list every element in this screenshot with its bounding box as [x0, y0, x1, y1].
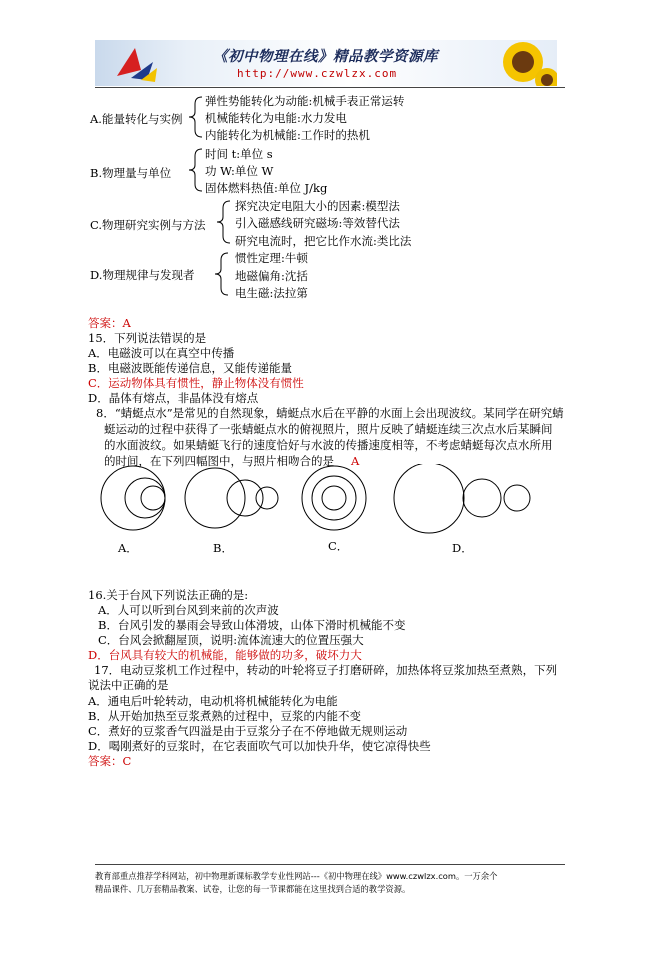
q17-option: D．喝刚煮好的豆浆时，在它表面吹气可以加快升华，使它凉得快些 — [88, 739, 431, 753]
group-a-item: 弹性势能转化为动能:机械手表正常运转 — [205, 94, 405, 108]
footer-divider — [95, 864, 565, 865]
q17-line: 说法中正确的是 — [88, 678, 169, 692]
q8-line: 的水面波纹。如果蜻蜓飞行的速度恰好与水波的传播速度相等，不考虑蜻蜓每次点水所用 — [104, 438, 553, 452]
q8-option-d-label: D． — [452, 541, 473, 555]
q16-stem: 16.关于台风下列说法正确的是: — [88, 588, 249, 602]
q8-line: 的时间，在下列四幅图中，与照片相吻合的是 — [104, 454, 334, 468]
option-a-circles — [101, 466, 165, 530]
q8-answer: A — [351, 454, 360, 468]
q17-option: B．从开始加热至豆浆煮熟的过程中，豆浆的内能不变 — [88, 709, 361, 723]
q17-line: 17．电动豆浆机工作过程中，转动的叶轮将豆子打磨研碎，加热体将豆浆加热至煮熟，下列 — [94, 663, 558, 677]
group-b-bracket — [186, 146, 206, 194]
q8-option-b-label: B． — [213, 541, 233, 555]
logo-red-shape — [117, 48, 141, 76]
group-d-item: 惯性定理:牛顿 — [235, 251, 308, 265]
group-a-label: A.能量转化与实例 — [90, 112, 183, 126]
q15-option-answer: C．运动物体具有惯性，静止物体没有惯性 — [88, 376, 304, 390]
group-b-label: B.物理量与单位 — [90, 166, 172, 180]
footer-line: 精品课件、几万套精品教案、试卷，让您的每一节课都能在这里找到合适的教学资源。 — [95, 884, 411, 894]
group-d-item: 电生磁:法拉第 — [235, 286, 308, 300]
q16-option-answer: D．台风具有较大的机械能，能够做的功多，破坏力大 — [88, 648, 362, 662]
q16-option: B．台风引发的暴雨会导致山体滑坡，山体下滑时机械能不变 — [98, 618, 406, 632]
q15-option: B．电磁波既能传递信息，又能传递能量 — [88, 361, 292, 375]
site-title: 《初中物理在线》精品教学资源库 — [213, 48, 438, 65]
q8-option-a-label: A． — [118, 541, 138, 555]
q8-options-figure — [95, 464, 555, 534]
group-a-item: 内能转化为机械能:工作时的热机 — [205, 128, 370, 142]
group-c-bracket — [214, 198, 234, 246]
group-b-item: 时间 t:单位 s — [205, 147, 273, 161]
group-a-bracket — [186, 94, 206, 140]
q8-option-c-label: C． — [328, 539, 349, 553]
q16-option: C．台风会掀翻屋顶，说明:流体流速大的位置压强大 — [98, 633, 364, 647]
q14-answer: 答案：A — [88, 316, 131, 330]
q15-stem: 15．下列说法错误的是 — [88, 331, 207, 345]
group-c-item: 研究电流时，把它比作水流:类比法 — [235, 234, 412, 248]
group-a-item: 机械能转化为电能:水力发电 — [205, 111, 347, 125]
option-d-circles — [394, 464, 530, 533]
q8-line: 8．“蜻蜓点水”是常见的自然现象，蜻蜓点水后在平静的水面上会出现波纹。某同学在研究蜻 — [96, 406, 564, 420]
group-d-item: 地磁偏角:沈括 — [235, 269, 308, 283]
group-c-label: C.物理研究实例与方法 — [90, 218, 206, 232]
q15-option: A．电磁波可以在真空中传播 — [88, 346, 235, 360]
q16-option: A．人可以听到台风到来前的次声波 — [98, 603, 279, 617]
group-b-item: 固体燃料热值:单位 J/kg — [205, 181, 328, 195]
q8-line: 蜓运动的过程中获得了一张蜻蜓点水的俯视照片，照片反映了蜻蜓连续三次点水后某瞬间 — [104, 422, 553, 436]
group-d-label: D.物理规律与发现者 — [90, 268, 195, 282]
footer-line: 教育部重点推荐学科网站，初中物理新课标教学专业性网站---《初中物理在线》www.czwlzx.com。一万余个 — [95, 871, 498, 881]
header-divider — [95, 87, 565, 88]
site-url[interactable]: http://www.czwlzx.com — [237, 67, 398, 80]
group-d-bracket — [212, 250, 232, 298]
option-c-circles — [302, 466, 366, 530]
group-b-item: 功 W:单位 W — [205, 164, 274, 178]
q17-answer: 答案：C — [88, 754, 132, 768]
sunflower-graphic — [503, 42, 557, 86]
group-c-item: 引入磁感线研究磁场:等效替代法 — [235, 216, 400, 230]
group-c-item: 探究决定电阻大小的因素:模型法 — [235, 199, 400, 213]
q17-option: C．煮好的豆浆香气四溢是由于豆浆分子在不停地做无规则运动 — [88, 724, 408, 738]
q17-option: A．通电后叶轮转动，电动机将机械能转化为电能 — [88, 694, 338, 708]
q15-option: D．晶体有熔点，非晶体没有熔点 — [88, 391, 259, 405]
header-banner — [95, 40, 557, 86]
option-b-circles — [185, 468, 278, 528]
